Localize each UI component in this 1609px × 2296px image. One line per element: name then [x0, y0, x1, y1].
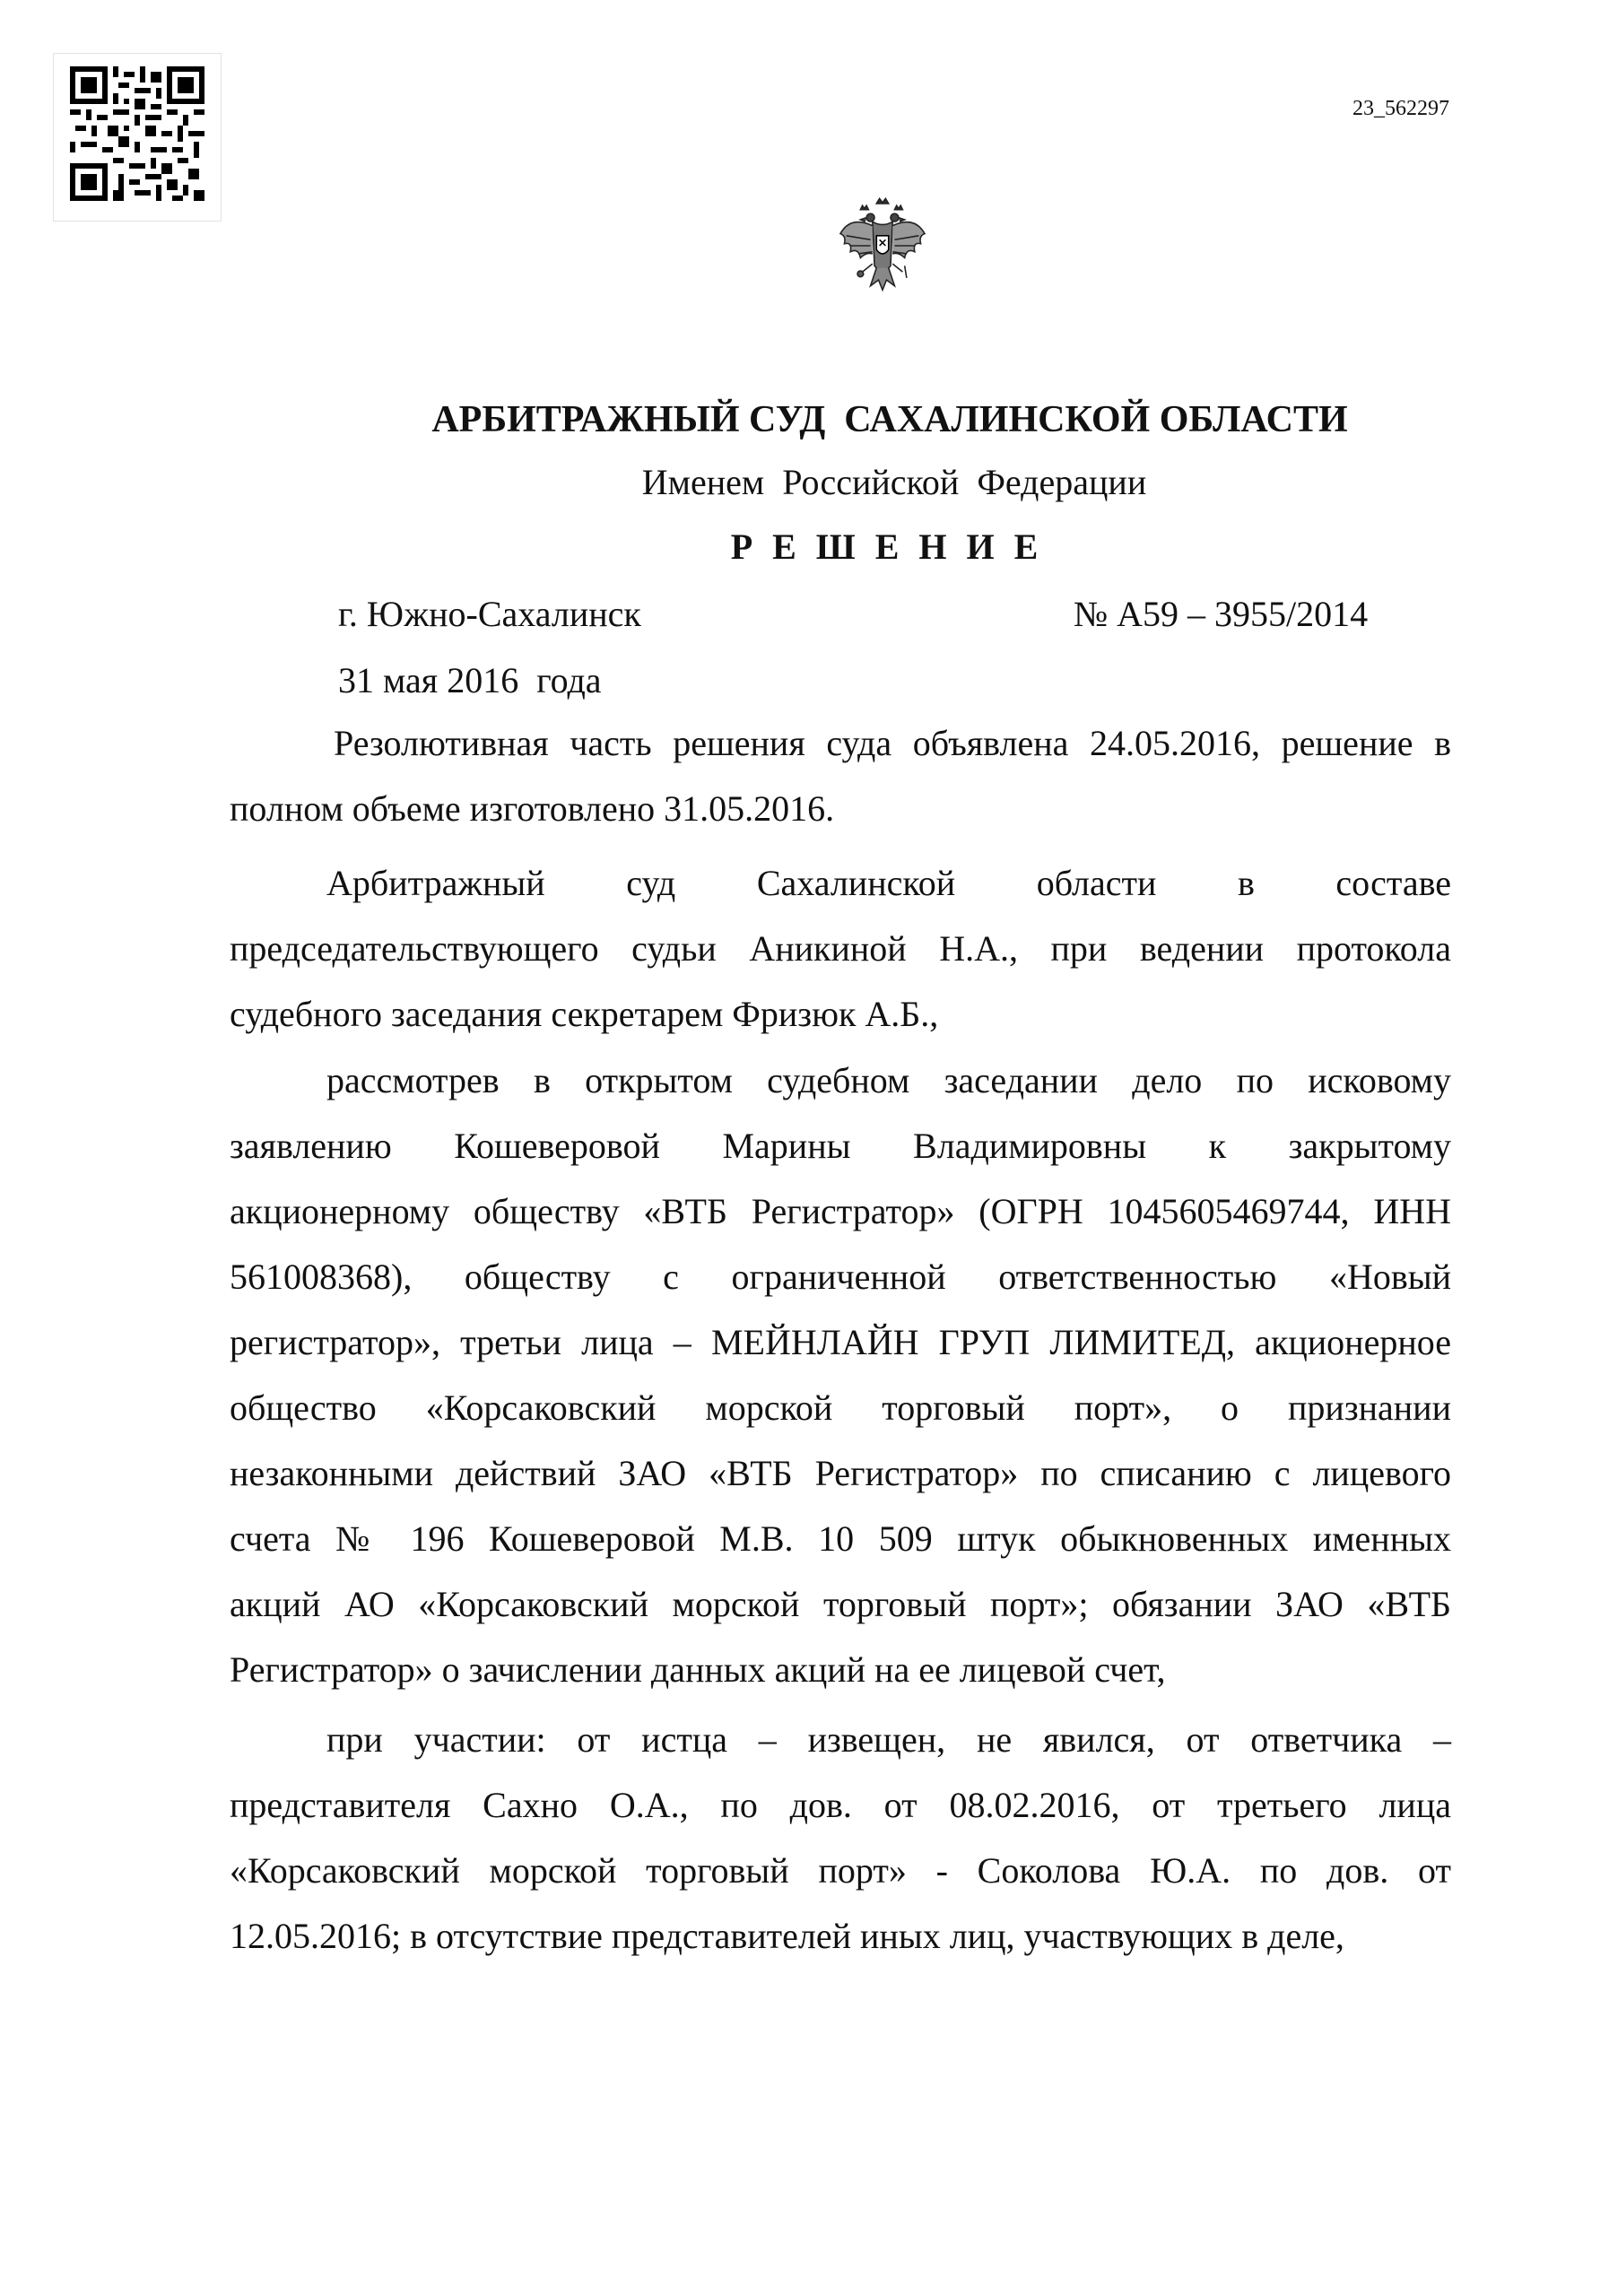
paragraph-line: «Корсаковский морской торговый порт» - Соколова Ю.А. по дов. от: [230, 1850, 1451, 1891]
paragraph-line: представителя Сахно О.А., по дов. от 08.02.2016, от третьего лица: [230, 1785, 1451, 1825]
paragraph-court-composition: [230, 850, 1451, 1047]
document-id: 23_562297: [1352, 97, 1449, 120]
paragraph-line: заявлению Кошеверовой Марины Владимировны к закрытому: [230, 1126, 1451, 1166]
paragraph-line: 561008368), обществу с ограниченной ответственностью «Новый: [230, 1257, 1451, 1297]
verdict-heading: РЕШЕНИЕ: [730, 526, 1058, 567]
qr-code: [54, 54, 221, 221]
paragraph-line: акционерному обществу «ВТБ Регистратор» (ОГРН 1045605469744, ИНН: [230, 1191, 1451, 1231]
paragraph-line: Арбитражный суд Сахалинской области в составе: [326, 863, 1451, 903]
paragraph-operative-part: [230, 710, 1451, 841]
paragraph-line: счета № 196 Кошеверовой М.В. 10 509 штук обыкновенных именных: [230, 1518, 1451, 1559]
paragraph-line: акций АО «Корсаковский морской торговый порт»; обязании ЗАО «ВТБ: [230, 1584, 1451, 1624]
paragraph-line: полном объеме изготовлено 31.05.2016.: [230, 788, 835, 829]
paragraph-line: общество «Корсаковский морской торговый порт», о признании: [230, 1387, 1451, 1428]
paragraph-line: председательствующего судьи Аникиной Н.А., при ведении протокола: [230, 928, 1451, 969]
paragraph-participants: [230, 1707, 1451, 1969]
in-the-name-heading: Именем Российской Федерации: [641, 462, 1147, 502]
paragraph-line: Регистратор» о зачислении данных акций на ее лицевой счет,: [230, 1649, 1166, 1690]
qr-code-icon: [70, 66, 204, 201]
city: г. Южно-Сахалинск: [338, 594, 641, 634]
paragraph-line: рассмотрев в открытом судебном заседании дело по исковому: [326, 1060, 1451, 1100]
paragraph-line: незаконными действий ЗАО «ВТБ Регистратор» по списанию с лицевого: [230, 1453, 1451, 1493]
paragraph-line: при участии: от истца – извещен, не явился, от ответчика –: [326, 1719, 1451, 1760]
decision-date: 31 мая 2016 года: [338, 660, 602, 700]
case-number: № А59 – 3955/2014: [1074, 594, 1369, 634]
paragraph-line: регистратор», третьи лица – МЕЙНЛАЙН ГРУП ЛИМИТЕД, акционерное: [230, 1322, 1451, 1362]
paragraph-case-description: [230, 1048, 1451, 1702]
russian-coat-of-arms-icon: [832, 196, 933, 296]
paragraph-line: 12.05.2016; в отсутствие представителей иных лиц, участвующих в деле,: [230, 1916, 1344, 1956]
paragraph-line: Резолютивная часть решения суда объявлена 24.05.2016, решение в: [334, 723, 1451, 763]
paragraph-line: судебного заседания секретарем Фризюк А.Б.,: [230, 994, 939, 1034]
court-name: АРБИТРАЖНЫЙ СУД САХАЛИНСКОЙ ОБЛАСТИ: [431, 399, 1348, 440]
